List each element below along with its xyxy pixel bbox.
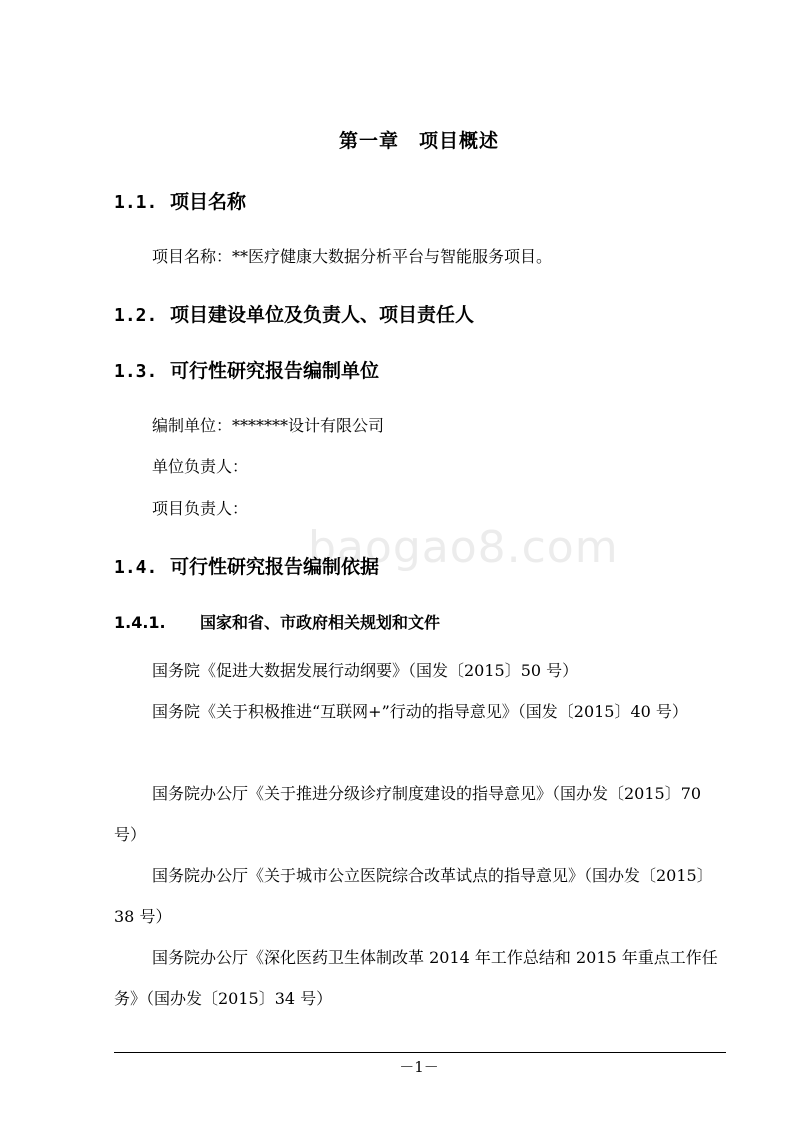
section-title: 可行性研究报告编制依据 (170, 556, 380, 578)
section-number: 1.4.1. (114, 613, 166, 632)
chapter-title (0, 126, 800, 153)
project-leader-line: 项目负责人： (152, 499, 249, 518)
section-number: 1.1. (114, 192, 158, 213)
section-title: 项目名称 (170, 191, 247, 213)
watermark: baogao8.com (308, 522, 619, 573)
reference-paragraph: 国务院办公厅《关于推进分级诊疗制度建设的指导意见》（国办发〔2015〕70 号） (114, 784, 702, 844)
reference-paragraph: 国务院办公厅《关于城市公立医院综合改革试点的指导意见》（国办发〔2015〕38 号） (114, 866, 713, 926)
section-heading-1-2 (114, 300, 474, 327)
unit-leader-line: 单位负责人： (152, 457, 249, 476)
section-number: 1.4. (114, 557, 158, 578)
project-name-line: 项目名称：**医疗健康大数据分析平台与智能服务项目。 (152, 247, 553, 266)
section-heading-1-4-1 (114, 610, 440, 633)
section-heading-1-4 (114, 552, 379, 579)
section-title: 可行性研究报告编制单位 (170, 360, 380, 382)
section-heading-1-3 (114, 356, 379, 383)
reference-paragraph: 国务院办公厅《深化医药卫生体制改革 2014 年工作总结和 2015 年重点工作任务》（国办发〔2015〕34 号） (114, 948, 718, 1008)
chapter-number: 第一章 (338, 130, 399, 152)
section-number: 1.3. (114, 361, 158, 382)
reference-paragraph: 国务院《促进大数据发展行动纲要》（国发〔2015〕50 号） (152, 661, 579, 680)
section-heading-1-1 (114, 187, 246, 214)
section-title: 国家和省、市政府相关规划和文件 (200, 613, 441, 632)
org-unit-line: 编制单位：*******设计有限公司 (152, 416, 385, 435)
footer-divider (114, 1052, 726, 1053)
chapter-name: 项目概述 (419, 130, 500, 152)
reference-paragraph: 国务院《关于积极推进“互联网+”行动的指导意见》（国发〔2015〕40 号） (152, 702, 688, 721)
page-number: －1－ (399, 1058, 439, 1076)
section-number: 1.2. (114, 305, 158, 326)
section-title: 项目建设单位及负责人、项目责任人 (170, 304, 475, 326)
